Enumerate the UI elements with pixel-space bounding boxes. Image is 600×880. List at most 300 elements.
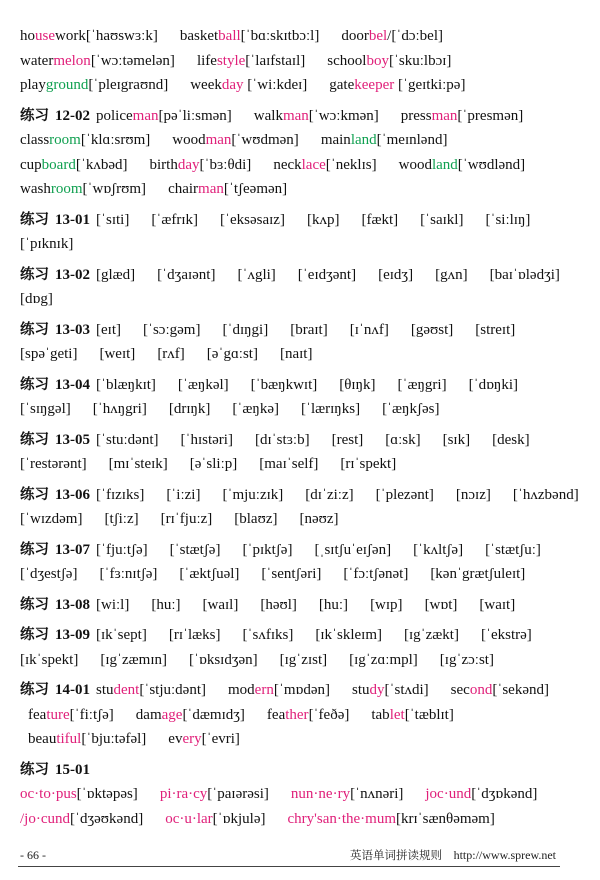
word-entry bbox=[340, 456, 396, 472]
word-segment: [ˈpresmən] bbox=[457, 107, 524, 124]
word-line bbox=[20, 73, 586, 98]
word-entry bbox=[99, 346, 135, 362]
word-segment: [ˈfɪzɪks] bbox=[96, 486, 145, 503]
exercise-code: 15-01 bbox=[55, 761, 90, 778]
word-entry bbox=[479, 597, 515, 613]
word-segment: sec bbox=[450, 682, 470, 698]
word-segment: [ˈæktʃuəl] bbox=[179, 566, 240, 582]
word-segment: [ˈeksəsaɪz] bbox=[219, 211, 285, 228]
highlighted-segment: nun·ne·ry bbox=[290, 786, 351, 802]
word-segment: [ˈkʌbəd] bbox=[75, 156, 128, 173]
word-segment: [ˈstuːdənt] bbox=[96, 431, 159, 448]
word-segment: [ˈsiːlɪŋ] bbox=[485, 211, 531, 228]
word-segment: [ˈæŋkəl] bbox=[177, 376, 229, 393]
word-entry bbox=[20, 291, 53, 307]
highlighted-segment: melon bbox=[53, 52, 91, 69]
word-segment: [ɪgˈzɔːst] bbox=[439, 651, 494, 668]
word-segment: [ˈwɒʃrʊm] bbox=[82, 181, 147, 197]
word-entry bbox=[260, 597, 297, 613]
word-line bbox=[20, 153, 586, 178]
word-entry bbox=[96, 542, 148, 558]
exercise-heading-line bbox=[20, 318, 586, 343]
word-entry bbox=[20, 652, 78, 668]
word-segment: fea bbox=[266, 706, 286, 723]
word-entry bbox=[370, 597, 403, 613]
word-segment: [ˈlærɪŋks] bbox=[300, 401, 361, 417]
exercise-label: 练习 bbox=[20, 321, 49, 338]
highlighted-segment: man bbox=[282, 107, 309, 124]
word-segment: [ˈfeðə] bbox=[308, 706, 350, 723]
word-segment: [ˈwʊdlənd] bbox=[457, 156, 526, 173]
word-segment: [glæd] bbox=[96, 266, 136, 283]
word-entry bbox=[401, 108, 523, 124]
word-entry bbox=[273, 157, 376, 173]
word-segment: [eɪdʒ] bbox=[378, 266, 414, 283]
word-entry bbox=[376, 487, 434, 503]
word-entry bbox=[190, 77, 307, 93]
word-entry bbox=[298, 267, 356, 283]
word-segment: [kənˈgrætʃuleɪt] bbox=[430, 566, 526, 582]
word-line bbox=[20, 232, 586, 257]
exercise-heading-line bbox=[20, 428, 586, 453]
word-entry bbox=[96, 487, 144, 503]
word-entry bbox=[398, 377, 447, 393]
exercise-code: 13-04 bbox=[55, 376, 90, 393]
word-segment: [ˈfɔːtʃənət] bbox=[343, 566, 409, 582]
word-segment: [ˈdʒəʊkənd] bbox=[70, 810, 144, 827]
highlighted-segment: joc·und bbox=[425, 786, 472, 802]
word-entry bbox=[254, 108, 379, 124]
word-segment: mod bbox=[228, 682, 255, 698]
word-segment: [huː] bbox=[151, 596, 181, 613]
word-segment: [wɒt] bbox=[424, 596, 458, 613]
highlighted-segment: let bbox=[389, 706, 405, 723]
word-segment: [ɪgˈzækt] bbox=[403, 627, 459, 643]
exercise-heading-line bbox=[20, 104, 586, 129]
word-segment: [blaʊz] bbox=[234, 511, 278, 527]
exercise-code: 13-06 bbox=[55, 486, 90, 503]
exercise-label: 练习 bbox=[20, 266, 49, 283]
website-link[interactable]: http://www.sprew.net bbox=[453, 848, 556, 862]
word-entry bbox=[165, 811, 265, 827]
word-segment: police bbox=[96, 107, 133, 124]
word-entry bbox=[136, 707, 245, 723]
word-entry bbox=[475, 322, 515, 338]
word-segment: [ˈdʒɒkənd] bbox=[471, 786, 538, 802]
word-segment: wash bbox=[20, 181, 51, 197]
word-entry bbox=[451, 682, 549, 698]
word-segment: [əˈsliːp] bbox=[189, 456, 238, 472]
exercise-heading-line bbox=[20, 263, 586, 288]
highlighted-segment: ery bbox=[182, 731, 202, 747]
word-segment: walk bbox=[253, 107, 283, 124]
highlighted-segment: man bbox=[132, 107, 159, 124]
word-segment: [ˈstjuːdənt] bbox=[139, 682, 206, 698]
word-segment: chair bbox=[168, 181, 199, 197]
word-entry bbox=[20, 786, 138, 802]
word-segment: [ˈiːzi] bbox=[166, 486, 201, 503]
word-entry bbox=[361, 212, 398, 228]
word-entry bbox=[20, 236, 73, 252]
highlighted-segment: man bbox=[198, 181, 224, 197]
highlighted-segment: day bbox=[221, 77, 244, 93]
word-segment: [kʌp] bbox=[306, 211, 340, 228]
word-entry bbox=[222, 487, 283, 503]
word-entry bbox=[420, 212, 463, 228]
word-segment: [ˈmeɪnlənd] bbox=[376, 132, 448, 148]
exercise-code: 13-08 bbox=[55, 596, 90, 613]
highlighted-segment: board bbox=[41, 156, 76, 173]
word-segment: [ˈbæŋkwɪt] bbox=[250, 376, 318, 393]
word-entry bbox=[96, 627, 147, 643]
word-segment: [ˈæfrɪk] bbox=[151, 211, 198, 228]
word-segment: [ˌsɪtʃuˈeɪʃən] bbox=[314, 541, 392, 558]
word-entry bbox=[169, 401, 211, 417]
highlighted-segment: use bbox=[35, 28, 55, 44]
word-segment: [ˈklɑːsrʊm] bbox=[80, 132, 151, 148]
exercise-code: 14-01 bbox=[55, 682, 90, 698]
highlighted-segment: man bbox=[431, 107, 458, 124]
word-entry bbox=[20, 132, 150, 148]
exercise-label: 练习 bbox=[20, 211, 49, 228]
word-segment: wood bbox=[172, 132, 206, 148]
word-segment: [ɪgˈzɪst] bbox=[279, 651, 328, 668]
word-entry bbox=[425, 597, 458, 613]
word-segment: [fækt] bbox=[361, 211, 399, 228]
word-entry bbox=[96, 322, 121, 338]
word-segment: [ˈsentʃəri] bbox=[261, 566, 322, 582]
word-segment: [ˈhʌzbənd] bbox=[512, 486, 579, 503]
word-entry bbox=[20, 77, 168, 93]
word-entry bbox=[485, 212, 530, 228]
word-entry bbox=[168, 181, 287, 197]
word-entry bbox=[413, 542, 463, 558]
word-segment: door bbox=[341, 28, 369, 44]
word-segment: stu bbox=[351, 682, 370, 698]
exercise-heading-line bbox=[20, 373, 586, 398]
word-segment: [ˈfɜːnɪtʃə] bbox=[99, 566, 158, 582]
word-entry bbox=[99, 566, 157, 582]
word-segment: [ˈdæmɪdʒ] bbox=[182, 706, 245, 723]
word-segment: [drɪŋk] bbox=[168, 401, 211, 417]
word-segment: [rɪˈfjuːz] bbox=[160, 511, 213, 527]
word-entry bbox=[178, 377, 229, 393]
word-entry bbox=[179, 566, 239, 582]
exercise-code: 13-09 bbox=[55, 627, 90, 643]
word-segment: [spəˈgeti] bbox=[20, 346, 78, 362]
highlighted-segment: ther bbox=[285, 706, 309, 723]
word-segment: gate bbox=[329, 77, 355, 93]
word-segment: [ˈwiːkdeɪ] bbox=[243, 77, 308, 93]
highlighted-segment: tiful bbox=[56, 731, 82, 747]
word-segment: [ˈsekənd] bbox=[492, 682, 549, 698]
word-entry bbox=[96, 108, 232, 124]
word-segment: [ˈhʌŋgri] bbox=[92, 401, 147, 417]
word-entry bbox=[469, 377, 518, 393]
word-entry bbox=[93, 401, 147, 417]
word-entry bbox=[319, 597, 348, 613]
word-entry bbox=[166, 487, 200, 503]
word-segment: [streɪt] bbox=[475, 321, 516, 338]
word-entry bbox=[399, 157, 526, 173]
word-line bbox=[20, 342, 586, 367]
word-segment: [ˈwɔːkmən] bbox=[308, 107, 379, 124]
word-segment: [ɪkˈskleɪm] bbox=[315, 627, 382, 643]
word-entry bbox=[490, 267, 560, 283]
exercise-label: 练习 bbox=[20, 761, 49, 778]
word-segment: [ˈsʌfɪks] bbox=[242, 627, 294, 643]
highlighted-segment: land bbox=[350, 132, 377, 148]
word-entry bbox=[291, 786, 403, 802]
word-entry bbox=[261, 566, 321, 582]
word-entry bbox=[207, 346, 258, 362]
word-segment: [ˈpleɪgraʊnd] bbox=[88, 77, 169, 93]
word-segment: [ˈlaɪfstaɪl] bbox=[245, 52, 306, 69]
word-segment: [ɪgˈzɑːmpl] bbox=[349, 651, 418, 668]
exercise-label: 练习 bbox=[20, 682, 49, 698]
highlighted-segment: bel bbox=[368, 28, 388, 44]
highlighted-segment: pi·ra·cy bbox=[159, 786, 208, 802]
word-segment: [ˈstætʃuː] bbox=[485, 541, 541, 558]
highlighted-segment: /jo·cund bbox=[20, 810, 70, 827]
word-entry bbox=[456, 487, 491, 503]
word-segment: ev bbox=[168, 731, 183, 747]
word-entry bbox=[96, 212, 129, 228]
word-entry bbox=[513, 487, 579, 503]
word-segment: [desk] bbox=[492, 431, 530, 448]
word-entry bbox=[259, 456, 318, 472]
word-segment: wood bbox=[398, 156, 432, 173]
word-segment: [dɪˈstɜːb] bbox=[254, 431, 310, 448]
word-entry bbox=[492, 432, 530, 448]
word-entry bbox=[143, 322, 200, 338]
word-segment: [ˈpɪktʃə] bbox=[242, 541, 293, 558]
word-entry bbox=[28, 731, 146, 747]
word-entry bbox=[20, 181, 146, 197]
word-segment: [ˈbjuːtəfəl] bbox=[81, 731, 147, 747]
word-segment: [ˈæŋkʃəs] bbox=[382, 401, 440, 417]
word-entry bbox=[290, 322, 327, 338]
highlighted-segment: chry'san·the·mum bbox=[287, 810, 397, 827]
exercise-heading-line bbox=[20, 538, 586, 563]
word-segment: [sɪk] bbox=[442, 431, 471, 448]
word-segment: [ˈpɪknɪk] bbox=[20, 236, 74, 252]
word-entry bbox=[109, 456, 168, 472]
word-entry bbox=[151, 597, 180, 613]
word-segment: dam bbox=[135, 706, 162, 723]
word-segment: [ˈrestərənt] bbox=[20, 456, 87, 472]
word-entry bbox=[243, 627, 294, 643]
exercise-code: 12-02 bbox=[55, 107, 90, 124]
page-footer bbox=[20, 846, 556, 864]
word-segment: [ˈsaɪkl] bbox=[420, 211, 464, 228]
word-entry bbox=[267, 707, 349, 723]
word-entry bbox=[280, 652, 327, 668]
highlighted-segment: ture bbox=[46, 706, 70, 723]
word-entry bbox=[288, 811, 495, 827]
footer-divider bbox=[18, 866, 560, 867]
word-segment: [ˈpaɪərəsi] bbox=[207, 786, 269, 802]
word-segment: [ˈhɪstəri] bbox=[180, 431, 233, 448]
word-entry bbox=[315, 627, 382, 643]
word-segment: [wɪp] bbox=[370, 596, 403, 613]
word-segment: [waɪt] bbox=[479, 596, 516, 613]
word-line bbox=[20, 49, 586, 74]
word-entry bbox=[20, 401, 71, 417]
highlighted-segment: oc·u·lar bbox=[165, 810, 213, 827]
word-entry bbox=[96, 597, 129, 613]
word-segment: [tʃiːz] bbox=[104, 511, 139, 527]
word-entry bbox=[352, 682, 429, 698]
word-segment: neck bbox=[273, 156, 302, 173]
word-segment: tab bbox=[371, 706, 390, 723]
word-entry bbox=[157, 346, 184, 362]
word-segment: beau bbox=[28, 731, 57, 747]
word-segment: [ɪˈnʌf] bbox=[349, 321, 389, 338]
word-entry bbox=[20, 53, 175, 69]
word-entry bbox=[160, 786, 269, 802]
word-segment: [ˈfjuːtʃə] bbox=[96, 541, 148, 558]
word-entry bbox=[96, 432, 158, 448]
word-segment: /[ˈdɔːbel] bbox=[387, 28, 443, 44]
word-segment: [huː] bbox=[318, 596, 349, 613]
word-segment: [ˈɒktəpəs] bbox=[76, 786, 138, 802]
word-segment: [ˈmjuːzɪk] bbox=[222, 486, 284, 503]
highlighted-segment: age bbox=[161, 706, 183, 723]
highlighted-segment: boy bbox=[366, 52, 389, 69]
word-entry bbox=[96, 267, 135, 283]
word-entry bbox=[149, 157, 251, 173]
highlighted-segment: ern bbox=[254, 682, 274, 698]
word-segment: [ˈɒkjulə] bbox=[212, 810, 266, 827]
word-entry bbox=[327, 53, 451, 69]
word-segment: [dɪˈziːz] bbox=[305, 486, 354, 503]
word-line bbox=[20, 703, 586, 728]
highlighted-segment: dy bbox=[369, 682, 385, 698]
word-segment: ho bbox=[20, 28, 35, 44]
word-segment: main bbox=[320, 132, 351, 148]
word-segment: [ˈhaʊswɜːk] bbox=[85, 28, 158, 44]
word-entry bbox=[180, 28, 320, 44]
exercise-code: 13-05 bbox=[55, 431, 90, 448]
highlighted-segment: room bbox=[50, 181, 83, 197]
exercise-heading-line bbox=[20, 593, 586, 618]
word-segment: [ˈtæblɪt] bbox=[404, 706, 454, 723]
word-line bbox=[20, 562, 586, 587]
highlighted-segment: keeper bbox=[354, 77, 395, 93]
word-segment: [ˈeɪdʒənt] bbox=[297, 266, 357, 283]
word-segment: play bbox=[20, 77, 46, 93]
word-entry bbox=[203, 597, 239, 613]
word-segment: [ˈæŋkə] bbox=[232, 401, 279, 417]
word-entry bbox=[440, 652, 494, 668]
word-segment: [rʌf] bbox=[157, 346, 185, 362]
word-segment: [naɪt] bbox=[279, 346, 313, 362]
word-segment: [krɪˈsænθəməm] bbox=[396, 810, 495, 827]
word-segment: [ˈdɪŋgi] bbox=[222, 321, 269, 338]
word-line bbox=[20, 128, 586, 153]
highlighted-segment: lace bbox=[301, 156, 326, 173]
highlighted-segment: style bbox=[216, 52, 246, 69]
word-entry bbox=[197, 53, 305, 69]
exercise-label: 练习 bbox=[20, 107, 49, 124]
word-entry bbox=[234, 511, 277, 527]
word-segment: [nɔɪz] bbox=[455, 486, 491, 503]
word-segment: [weɪt] bbox=[99, 346, 136, 362]
word-segment: basket bbox=[179, 28, 219, 44]
word-segment: [rest] bbox=[331, 431, 364, 448]
word-entry bbox=[220, 212, 285, 228]
exercise-label: 练习 bbox=[20, 486, 49, 503]
word-segment: [həʊl] bbox=[260, 596, 297, 613]
word-entry bbox=[190, 456, 237, 472]
highlighted-segment: ond bbox=[469, 682, 493, 698]
word-line bbox=[20, 507, 586, 532]
word-entry bbox=[280, 346, 312, 362]
exercise-heading-line bbox=[20, 208, 586, 233]
word-entry bbox=[20, 28, 158, 44]
exercise-label: 练习 bbox=[20, 596, 49, 613]
word-line bbox=[20, 807, 586, 832]
word-segment: school bbox=[327, 52, 367, 69]
exercise-code: 13-07 bbox=[55, 541, 90, 558]
word-segment: [nəʊz] bbox=[299, 511, 339, 527]
word-entry bbox=[169, 627, 221, 643]
word-entry bbox=[170, 542, 221, 558]
word-segment: [ˈneklɪs] bbox=[325, 156, 377, 173]
word-segment: [ˈstʌdi] bbox=[384, 682, 429, 698]
word-entry bbox=[443, 432, 471, 448]
exercise-heading-line bbox=[20, 623, 586, 648]
word-segment: [dɒg] bbox=[20, 291, 53, 307]
word-entry bbox=[378, 267, 413, 283]
word-segment: cup bbox=[20, 156, 42, 173]
word-entry bbox=[222, 322, 268, 338]
word-entry bbox=[430, 566, 525, 582]
word-entry bbox=[100, 652, 167, 668]
highlighted-segment: oc·to·pus bbox=[20, 786, 77, 802]
word-segment: [ˈdʒestʃə] bbox=[20, 566, 78, 582]
word-segment: [maɪˈself] bbox=[259, 456, 319, 472]
word-segment: [ɑːsk] bbox=[385, 431, 421, 448]
word-segment: week bbox=[190, 77, 222, 93]
word-segment: [waɪl] bbox=[202, 596, 239, 613]
word-segment: [ˈbɑːskɪtbɔːl] bbox=[240, 28, 320, 44]
word-segment: [ˈbɜːθdi] bbox=[199, 156, 252, 173]
word-segment: [θɪŋk] bbox=[339, 376, 376, 393]
book-title: 英语单词拼读规则 bbox=[350, 848, 442, 862]
word-segment: [ˈwɪzdəm] bbox=[20, 511, 83, 527]
word-entry bbox=[485, 542, 541, 558]
word-segment: [ˈgeɪtkiːpə] bbox=[394, 77, 466, 93]
word-entry bbox=[305, 487, 353, 503]
word-entry bbox=[314, 542, 391, 558]
word-entry bbox=[341, 28, 443, 44]
word-entry bbox=[251, 377, 318, 393]
word-line bbox=[20, 782, 586, 807]
word-entry bbox=[104, 511, 138, 527]
word-segment: [ˈekstrə] bbox=[480, 627, 532, 643]
exercise-heading-line bbox=[20, 758, 586, 783]
word-entry bbox=[255, 432, 310, 448]
word-segment: work bbox=[55, 28, 86, 44]
exercise-label: 练习 bbox=[20, 627, 49, 643]
word-segment: [ˈblæŋkɪt] bbox=[96, 376, 156, 393]
word-line bbox=[20, 727, 586, 752]
word-segment: water bbox=[20, 52, 54, 69]
word-segment: [ˈɒksɪdʒən] bbox=[188, 651, 258, 668]
word-line bbox=[20, 177, 586, 202]
